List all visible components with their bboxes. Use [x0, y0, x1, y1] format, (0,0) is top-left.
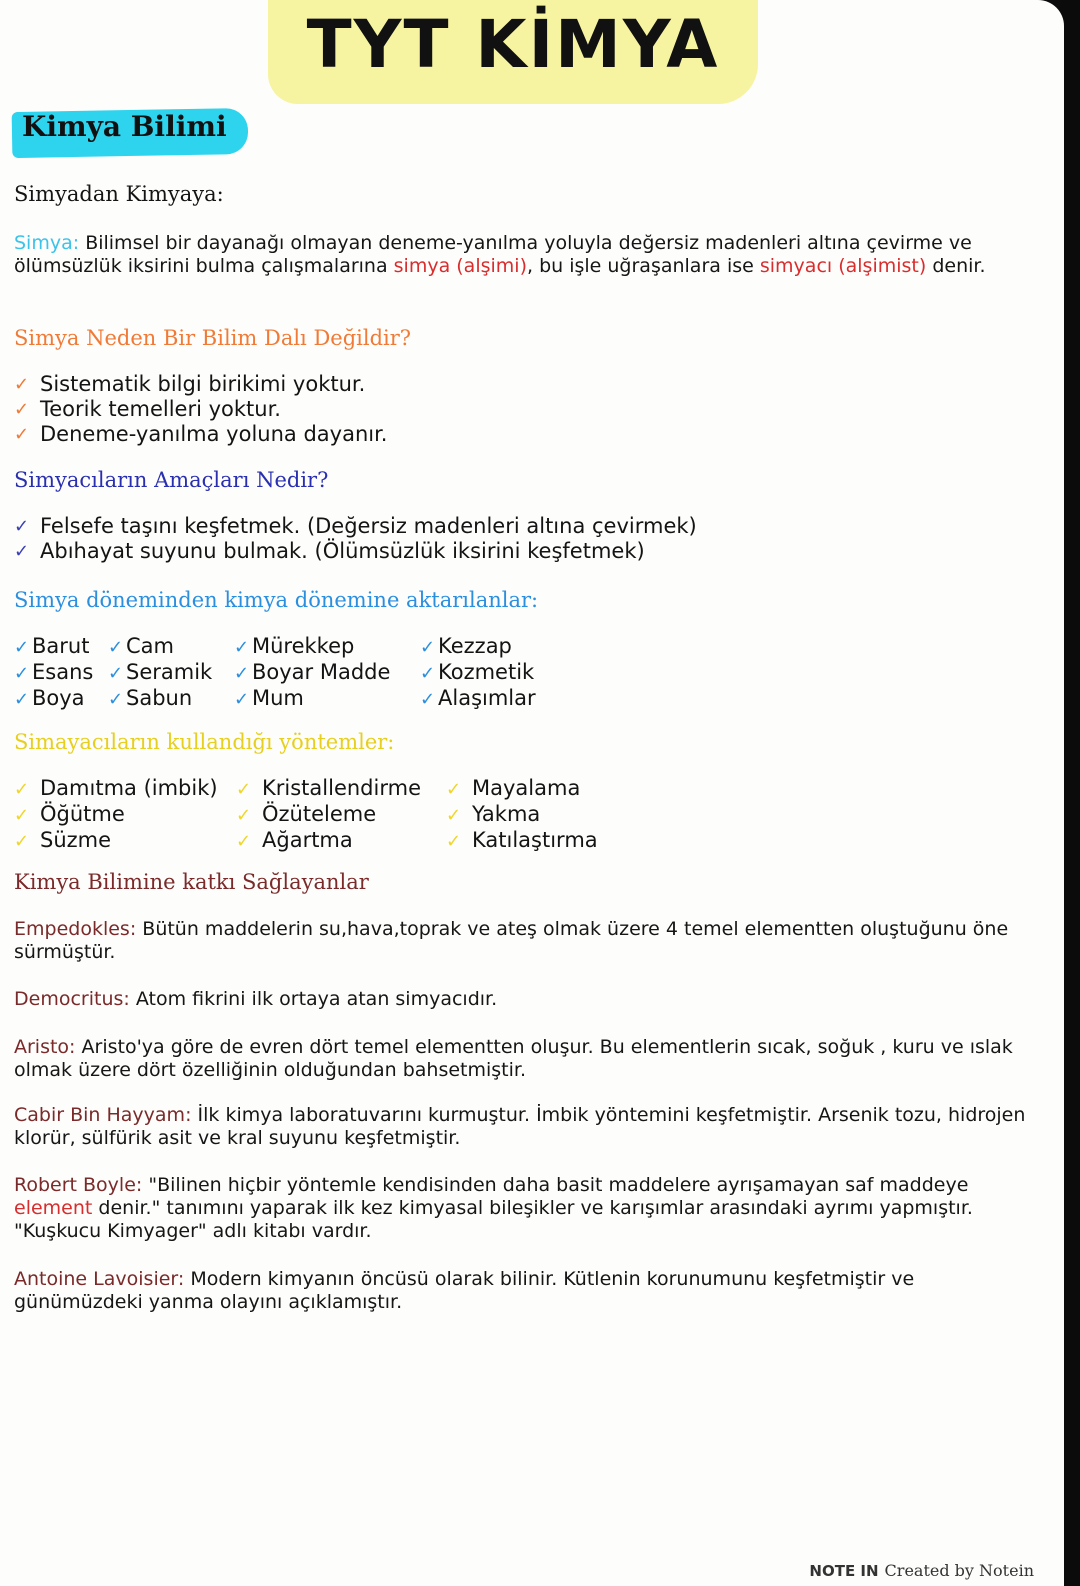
- check-icon: ✓: [236, 805, 252, 826]
- neden-list: [14, 372, 387, 447]
- term-simya-alsimi: simya (alşimi): [393, 255, 527, 277]
- person-name: Aristo:: [14, 1036, 76, 1058]
- term-simya: Simya:: [14, 232, 80, 254]
- amaclar-heading: Simyacıların Amaçları Nedir?: [14, 468, 329, 492]
- list-item: ✓ Sistematik bilgi birikimi yoktur.: [14, 372, 366, 396]
- check-icon: ✓: [14, 663, 30, 684]
- check-icon: ✓: [108, 689, 124, 710]
- check-icon: ✓: [420, 663, 436, 684]
- person-name: Democritus:: [14, 988, 130, 1010]
- person-empedokles: Empedokles: Bütün maddelerin su,hava,toprak ve ateş olmak üzere 4 temel elementten oluştuğunu öne sürmüştür.: [14, 918, 1009, 963]
- aktarilanlar-col-4: ✓ Kezzap ✓ Kozmetik ✓ Alaşımlar: [420, 634, 536, 710]
- check-icon: ✓: [14, 637, 30, 658]
- check-icon: ✓: [420, 689, 436, 710]
- check-icon: ✓: [14, 689, 30, 710]
- yontemler-col-3: ✓ Mayalama ✓ Yakma ✓ Katılaştırma: [446, 776, 598, 852]
- notein-logo-icon: NOTE IN: [809, 1561, 879, 1580]
- footer: [809, 1561, 1034, 1580]
- person-name: Cabir Bin Hayyam:: [14, 1104, 192, 1126]
- check-icon: ✓: [14, 424, 30, 445]
- check-icon: ✓: [108, 637, 124, 658]
- check-icon: ✓: [446, 831, 462, 852]
- aktarilanlar-heading: Simya döneminden kimya dönemine aktarılanlar:: [14, 588, 539, 612]
- person-name: Empedokles:: [14, 918, 137, 940]
- check-icon: ✓: [14, 805, 30, 826]
- check-icon: ✓: [234, 663, 250, 684]
- person-name: Robert Boyle:: [14, 1174, 143, 1196]
- yontemler-col-1: ✓ Damıtma (imbik) ✓ Öğütme ✓ Süzme: [14, 776, 218, 852]
- list-item: ✓ Abıhayat suyunu bulmak. (Ölümsüzlük iksirini keşfetmek): [14, 539, 645, 563]
- check-icon: ✓: [14, 516, 30, 537]
- check-icon: ✓: [236, 831, 252, 852]
- page-title: TYT KİMYA: [306, 6, 720, 83]
- list-item: ✓ Deneme-yanılma yoluna dayanır.: [14, 422, 388, 446]
- footer-text: Created by Notein: [884, 1561, 1034, 1580]
- person-aristo: Aristo: Aristo'ya göre de evren dört temel elementten oluşur. Bu elementlerin sıcak, soğuk , kuru ve ıslak olmak üzere dört özelliğinin olduğundan bahsetmiştir.: [14, 1036, 1013, 1081]
- term-element: element: [14, 1197, 93, 1219]
- term-simyaci: simyacı (alşimist): [759, 255, 927, 277]
- check-icon: ✓: [14, 831, 30, 852]
- amaclar-list: [14, 514, 697, 564]
- person-boyle: Robert Boyle: "Bilinen hiçbir yöntemle kendisinden daha basit maddelere ayrışamayan saf maddeye element denir." tanımını yaparak ilk kez kimyasal bileşikler ve karışımlar arasındaki ayrımı yapmıştır. "Kuşkucu Kimyager" adlı kitabı vardır.: [14, 1174, 973, 1242]
- check-icon: ✓: [234, 637, 250, 658]
- person-cabir: Cabir Bin Hayyam: İlk kimya laboratuvarını kurmuştur. İmbik yöntemini keşfetmiştir. Arsenik tozu, hidrojen klorür, sülfürik asit ve kral suyunu keşfetmiştir.: [14, 1104, 1026, 1149]
- aktarilanlar-col-3: ✓ Mürekkep ✓ Boyar Madde ✓ Mum: [234, 634, 391, 710]
- check-icon: ✓: [236, 779, 252, 800]
- simya-definition: Simya: Bilimsel bir dayanağı olmayan deneme-yanılma yoluyla değersiz madenleri altına çevirme ve ölümsüzlük iksirini bulma çalışmalarına simya (alşimi), bu işle uğraşanlara ise simyacı (alşimist) denir.: [14, 232, 986, 277]
- person-lavoisier: Antoine Lavoisier: Modern kimyanın öncüsü olarak bilinir. Kütlenin korunumunu keşfetmiştir ve günümüzdeki yanma olayını açıklamıştır.: [14, 1268, 915, 1313]
- check-icon: ✓: [108, 663, 124, 684]
- section-title: Kimya Bilimi: [22, 110, 227, 143]
- yontemler-col-2: ✓ Kristallendirme ✓ Özüteleme ✓ Ağartma: [236, 776, 421, 852]
- check-icon: ✓: [420, 637, 436, 658]
- yontemler-heading: Simayacıların kullandığı yöntemler:: [14, 730, 395, 754]
- check-icon: ✓: [234, 689, 250, 710]
- list-item: ✓ Felsefe taşını keşfetmek. (Değersiz madenleri altına çevirmek): [14, 514, 697, 538]
- check-icon: ✓: [14, 399, 30, 420]
- person-name: Antoine Lavoisier:: [14, 1268, 185, 1290]
- check-icon: ✓: [446, 779, 462, 800]
- aktarilanlar-col-2: ✓ Cam ✓ Seramik ✓ Sabun: [108, 634, 213, 710]
- person-democritus: Democritus: Atom fikrini ilk ortaya atan simyacıdır.: [14, 988, 498, 1010]
- aktarilanlar-col-1: ✓ Barut ✓ Esans ✓ Boya: [14, 634, 94, 710]
- check-icon: ✓: [14, 541, 30, 562]
- katki-heading: Kimya Bilimine katkı Sağlayanlar: [14, 870, 369, 894]
- check-icon: ✓: [446, 805, 462, 826]
- list-item: ✓ Teorik temelleri yoktur.: [14, 397, 281, 421]
- check-icon: ✓: [14, 374, 30, 395]
- subsection-heading: Simyadan Kimyaya:: [14, 182, 224, 206]
- neden-heading: Simya Neden Bir Bilim Dalı Değildir?: [14, 326, 412, 350]
- check-icon: ✓: [14, 779, 30, 800]
